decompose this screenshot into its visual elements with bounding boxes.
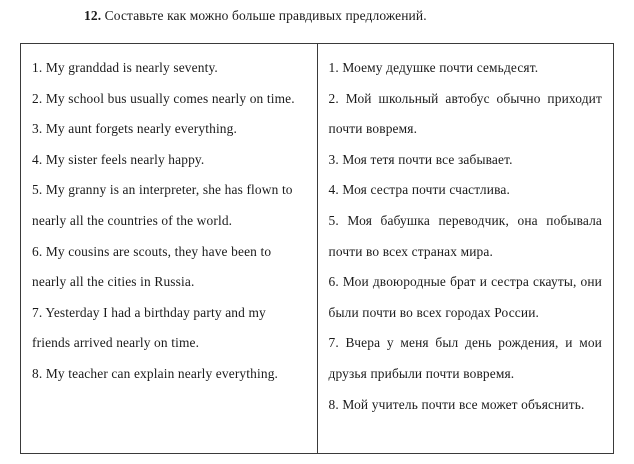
list-item: 2. My school bus usually comes nearly on time.: [32, 90, 295, 106]
russian-column: [318, 44, 614, 453]
exercise-instruction: Составьте как можно больше правдивых предложений.: [104, 8, 427, 23]
list-item: 6. My cousins are scouts, they have been to nearly all the cities in Russia.: [32, 243, 275, 290]
list-item: 6. Мои двоюродные брат и сестра скауты, они были почти во всех городах России.: [328, 274, 606, 320]
list-item: 1. Моему дедушке почти семьдесят.: [328, 60, 539, 75]
english-column: [21, 44, 318, 453]
list-item: 7. Yesterday I had a birthday party and my friends arrived nearly on time.: [32, 304, 270, 351]
list-item: 1. My granddad is nearly seventy.: [32, 60, 218, 75]
list-item: 8. Мой учитель почти все может объяснить.: [328, 396, 585, 412]
list-item: 3. My aunt forgets nearly everything.: [32, 121, 237, 137]
list-item: 4. My sister feels nearly happy.: [32, 151, 205, 167]
list-item: 4. Моя сестра почти счастлива.: [328, 182, 510, 198]
list-item: 8. My teacher can explain nearly everything.: [32, 365, 279, 381]
exercise-number: 12.: [84, 8, 102, 23]
list-item: 3. Моя тетя почти все забывает.: [328, 151, 513, 167]
list-item: 7. Вчера у меня был день рождения, и мои друзья прибыли почти вовремя.: [328, 335, 606, 381]
sentences-table: [20, 43, 614, 454]
list-item: 5. Моя бабушка переводчик, она побывала почти во всех странах мира.: [328, 212, 606, 259]
list-item: 2. Мой школьный автобус обычно приходит почти вовремя.: [328, 90, 606, 137]
exercise-heading: [84, 7, 427, 25]
list-item: 5. My granny is an interpreter, she has flown to nearly all the countries of the world.: [32, 182, 297, 228]
